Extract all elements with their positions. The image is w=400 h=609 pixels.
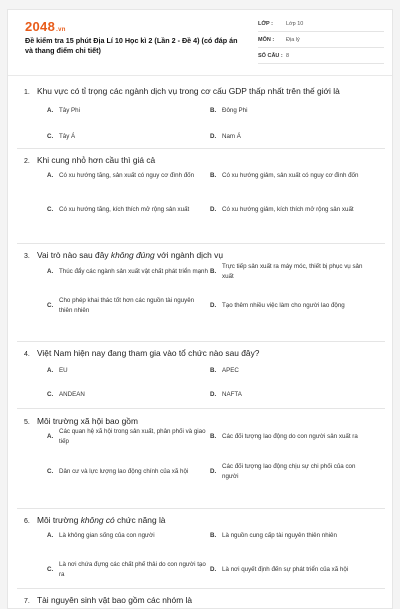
option-text: Là nơi quyết định đến sự phát triển của xã hội	[222, 566, 349, 573]
option-text: Là nơi chứa đựng các chất phế thải do con người tạo ra	[59, 561, 206, 578]
answer-option[interactable]	[210, 296, 372, 316]
option-letter: B.	[210, 367, 217, 374]
option-letter: D.	[210, 468, 217, 475]
question-3	[24, 250, 384, 262]
answer-option[interactable]	[47, 296, 209, 316]
option-letter: A.	[47, 268, 54, 275]
question-1	[24, 86, 384, 98]
question-7	[24, 595, 384, 607]
option-letter: C.	[47, 468, 54, 475]
option-text: Đông Phi	[222, 107, 248, 114]
answer-option[interactable]	[210, 262, 372, 282]
option-letter: D.	[210, 391, 217, 398]
meta-key: MÔN :	[258, 36, 275, 43]
answer-option[interactable]	[47, 462, 209, 482]
question-divider	[17, 408, 385, 409]
answer-option[interactable]	[210, 390, 372, 400]
exam-page	[7, 9, 393, 609]
answer-option[interactable]	[47, 166, 209, 186]
option-text: ANDEAN	[59, 391, 85, 398]
option-text: APEC	[222, 367, 239, 374]
question-divider	[17, 341, 385, 342]
exam-title: Đề kiểm tra 15 phút Địa Lí 10 Học kì 2 (Lần 2 - Đề 4) (có đáp án và thang điểm chi tiết)	[25, 36, 238, 55]
option-letter: A.	[47, 532, 54, 539]
question-text	[24, 250, 384, 262]
exam-header	[8, 10, 392, 76]
answer-option[interactable]	[47, 200, 209, 220]
option-text: Thúc đẩy các ngành sản xuất vật chất phát triển mạnh	[59, 268, 208, 275]
question-number: 1.	[24, 89, 30, 96]
question-stem-part: Môi trường xã hội bao gồm	[37, 416, 138, 426]
option-letter: B.	[210, 172, 217, 179]
answer-option[interactable]	[47, 390, 209, 400]
option-letter: C.	[47, 566, 54, 573]
meta-value: 8	[286, 52, 290, 59]
option-text: EU	[59, 367, 68, 374]
option-letter: C.	[47, 133, 54, 140]
question-stem-emphasis: không đúng	[110, 250, 155, 260]
answer-option[interactable]	[210, 132, 372, 142]
option-text: Có xu hướng tăng, sản xuất có nguy cơ đình đốn	[59, 172, 195, 179]
question-text	[24, 595, 384, 607]
option-letter: D.	[210, 206, 217, 213]
option-text: Cho phép khai thác tốt hơn các nguồn tài nguyên thiên nhiên	[59, 297, 195, 314]
question-number: 3.	[24, 253, 30, 260]
logo-suffix: .vn	[56, 27, 66, 33]
meta-value: Lớp 10	[286, 20, 304, 27]
question-text	[24, 348, 384, 360]
meta-class	[258, 16, 384, 32]
answer-option[interactable]	[210, 366, 372, 376]
option-letter: B.	[210, 107, 217, 114]
option-letter: D.	[210, 302, 217, 309]
meta-value: Địa lý	[286, 36, 300, 43]
question-stem	[37, 595, 192, 607]
option-text: Tạo thêm nhiều việc làm cho người lao động	[222, 302, 345, 309]
question-stem	[37, 348, 259, 360]
question-4	[24, 348, 384, 360]
question-stem-part: với ngành dịch vụ	[154, 250, 224, 260]
option-letter: A.	[47, 367, 54, 374]
answer-option[interactable]	[210, 427, 372, 447]
option-text: Có xu hướng giảm, kích thích mở rộng sản xuất	[222, 206, 354, 213]
question-stem-part: Vai trò nào sau đây	[37, 250, 111, 260]
option-text: Có xu hướng tăng, kích thích mở rộng sản xuất	[59, 206, 190, 213]
answer-option[interactable]	[210, 526, 372, 546]
logo-text: 2048	[25, 19, 56, 34]
exam-meta	[258, 16, 384, 64]
option-letter: C.	[47, 391, 54, 398]
option-text: Là nguồn cung cấp tài nguyên thiên nhiên	[222, 532, 337, 539]
meta-key: LỚP :	[258, 20, 273, 27]
option-text: Các đối tượng lao động do con người sản xuất ra	[222, 433, 358, 440]
option-letter: B.	[210, 433, 217, 440]
answer-option[interactable]	[47, 526, 209, 546]
meta-count	[258, 48, 384, 64]
question-stem-part: chức năng là	[114, 515, 166, 525]
answer-option[interactable]	[47, 366, 209, 376]
option-text: Nam Á	[222, 133, 241, 140]
answer-option[interactable]	[47, 262, 209, 282]
option-text: Tây Á	[59, 133, 76, 140]
answer-option[interactable]	[47, 132, 209, 142]
question-number: 4.	[24, 351, 30, 358]
option-text: Dân cư và lực lượng lao động chính của xã hội	[59, 468, 189, 475]
question-divider	[17, 243, 385, 244]
option-text: NAFTA	[222, 391, 242, 398]
option-letter: B.	[210, 268, 217, 275]
option-letter: A.	[47, 107, 54, 114]
option-letter: D.	[210, 133, 217, 140]
question-stem-part: Môi trường	[37, 515, 81, 525]
question-number: 6.	[24, 518, 30, 525]
question-stem	[37, 250, 223, 262]
option-text: Trực tiếp sản xuất ra máy móc, thiết bị phục vụ sản xuất	[222, 263, 363, 280]
answer-option[interactable]	[47, 427, 209, 447]
answer-option[interactable]	[210, 462, 372, 482]
question-stem-emphasis: không có	[80, 515, 115, 525]
option-text: Các quan hệ xã hội trong sản xuất, phân phối và giao tiếp	[59, 428, 206, 445]
meta-key: SỐ CÂU :	[258, 52, 283, 59]
option-letter: B.	[210, 532, 217, 539]
answer-option[interactable]	[210, 200, 372, 220]
question-stem-part: Việt Nam hiện nay đang tham gia vào tổ chức nào sau đây?	[37, 348, 260, 358]
question-stem	[37, 86, 340, 98]
question-divider	[17, 588, 385, 589]
question-number: 5.	[24, 419, 30, 426]
question-number: 2.	[24, 158, 30, 165]
answer-option[interactable]	[210, 166, 372, 186]
option-text: Là không gian sống của con người	[59, 532, 155, 539]
question-divider	[17, 148, 385, 149]
answer-option[interactable]	[210, 106, 372, 116]
question-number: 7.	[24, 598, 30, 605]
option-letter: C.	[47, 206, 54, 213]
question-stem-part: Tài nguyên sinh vật bao gồm các nhóm là	[37, 595, 193, 605]
site-logo[interactable]	[25, 19, 66, 34]
meta-subject	[258, 32, 384, 48]
option-text: Tây Phi	[59, 107, 80, 114]
question-stem-part: Khi cung nhỏ hơn cầu thì giá cả	[37, 155, 156, 165]
option-text: Có xu hướng giảm, sản xuất có nguy cơ đình đốn	[222, 172, 359, 179]
question-stem-part: Khu vực có tỉ trọng các ngành dịch vụ trong cơ cấu GDP thấp nhất trên thế giới là	[37, 86, 340, 96]
option-letter: A.	[47, 433, 54, 440]
answer-option[interactable]	[47, 106, 209, 116]
option-letter: A.	[47, 172, 54, 179]
option-text: Các đối tượng lao động chịu sự chi phối của con người	[222, 463, 356, 480]
option-letter: D.	[210, 566, 217, 573]
answer-option[interactable]	[210, 560, 372, 580]
answer-option[interactable]	[47, 560, 209, 580]
question-text	[24, 86, 384, 98]
option-letter: C.	[47, 302, 54, 309]
question-divider	[17, 508, 385, 509]
